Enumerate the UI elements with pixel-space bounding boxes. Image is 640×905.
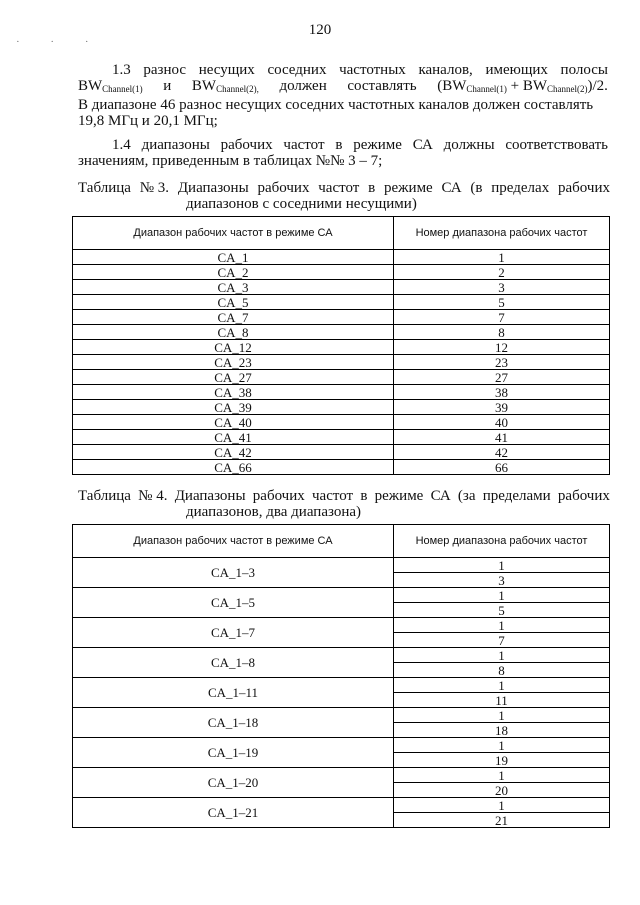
table-3 <box>72 216 610 475</box>
word: рабочих <box>257 180 310 196</box>
table-row <box>73 430 610 445</box>
ca-band-name: CA_3 <box>73 280 394 295</box>
table-row <box>73 678 610 693</box>
ca-combination-name: CA_1–19 <box>73 738 394 768</box>
ca-band-name: CA_23 <box>73 355 394 370</box>
band-number: 18 <box>394 723 610 738</box>
word: должен <box>279 78 327 94</box>
band-number: 19 <box>394 753 610 768</box>
band-number: 5 <box>394 603 610 618</box>
table-header-row <box>73 525 610 558</box>
band-number: 1 <box>394 618 610 633</box>
ca-band-name: CA_41 <box>73 430 394 445</box>
word: режиме <box>384 180 433 196</box>
band-number: 1 <box>394 708 610 723</box>
word: полосы <box>560 62 608 78</box>
band-number: 20 <box>394 783 610 798</box>
paragraph-1-3-line-1 <box>78 62 608 78</box>
paragraph-1-3-line-3: В диапазоне 46 разнос несущих соседних частотных каналов должен составлять <box>78 97 594 113</box>
ca-band-name: CA_2 <box>73 265 394 280</box>
ca-combination-name: CA_1–8 <box>73 648 394 678</box>
ca-band-name: CA_7 <box>73 310 394 325</box>
paragraph-1-4-line-2: значениям, приведенным в таблицах №№ 3 – 7; <box>78 153 383 169</box>
table-row <box>73 310 610 325</box>
word: соседних <box>267 62 327 78</box>
band-number: 27 <box>394 370 610 385</box>
band-number: 2 <box>394 265 610 280</box>
table-row <box>73 325 610 340</box>
column-header: Диапазон рабочих частот в режиме СА <box>73 525 394 558</box>
band-number: 1 <box>394 798 610 813</box>
word: каналов, <box>418 62 473 78</box>
word: рабочих <box>558 180 610 196</box>
table-row <box>73 768 610 783</box>
band-number: 7 <box>394 633 610 648</box>
table-row <box>73 370 610 385</box>
word: и <box>163 78 172 94</box>
column-header: Номер диапазона рабочих частот <box>394 525 610 558</box>
bw-channel-1: $BW_{Channel(1)}$ <box>78 78 143 94</box>
band-number: 66 <box>394 460 610 475</box>
paragraph-1-3-line-2 <box>78 78 608 97</box>
band-number: 7 <box>394 310 610 325</box>
word: Диапазоны <box>174 488 246 504</box>
ca-combination-name: CA_1–3 <box>73 558 394 588</box>
band-number: 1 <box>394 250 610 265</box>
word: СА <box>441 180 462 196</box>
band-number: 1 <box>394 768 610 783</box>
ca-band-name: CA_40 <box>73 415 394 430</box>
word: Таблица <box>78 488 131 504</box>
table-row <box>73 460 610 475</box>
ca-combination-name: CA_1–18 <box>73 708 394 738</box>
table-header-row <box>73 217 610 250</box>
table-row <box>73 355 610 370</box>
band-number: 38 <box>394 385 610 400</box>
band-number: 11 <box>394 693 610 708</box>
ca-band-name: CA_39 <box>73 400 394 415</box>
word: рабочих <box>252 488 305 504</box>
band-number: 1 <box>394 588 610 603</box>
ca-band-name: CA_5 <box>73 295 394 310</box>
word: должны <box>443 137 495 153</box>
table-row <box>73 265 610 280</box>
table-3-caption-line-1 <box>78 180 610 196</box>
ca-combination-name: CA_1–21 <box>73 798 394 828</box>
scan-marks: · · · <box>16 36 103 48</box>
table-4-caption-line-1 <box>78 488 610 504</box>
ca-combination-name: CA_1–20 <box>73 768 394 798</box>
band-number: 1 <box>394 678 610 693</box>
spacing-formula: $(BW_{Channel(1)} + BW_{Channel(2)})/2$. <box>437 78 608 94</box>
table-row <box>73 280 610 295</box>
word: СА <box>412 137 433 153</box>
ca-band-name: CA_38 <box>73 385 394 400</box>
table-row <box>73 250 610 265</box>
page-number: 120 <box>308 22 332 38</box>
band-number: 1 <box>394 738 610 753</box>
paragraph-1-3 <box>78 62 608 129</box>
paragraph-1-3-line-4: 19,8 МГц и 20,1 МГц; <box>78 113 218 129</box>
word: несущих <box>198 62 255 78</box>
ca-combination-name: CA_1–7 <box>73 618 394 648</box>
word: частот <box>312 488 354 504</box>
column-header: Номер диапазона рабочих частот <box>394 217 610 250</box>
word: в <box>368 180 376 196</box>
table-row <box>73 340 610 355</box>
word: частот <box>283 137 325 153</box>
word: (за <box>457 488 476 504</box>
table-row <box>73 558 610 573</box>
band-number: 5 <box>394 295 610 310</box>
table-row <box>73 385 610 400</box>
word: СА <box>430 488 451 504</box>
word: Таблица <box>78 180 131 196</box>
word: пределах <box>491 180 550 196</box>
word: (в <box>470 180 483 196</box>
paragraph-1-4-line-1 <box>78 137 608 153</box>
bw-channel-2: $BW_{Channel(2),}$ <box>191 78 259 94</box>
word: разнос <box>143 62 187 78</box>
band-number: 21 <box>394 813 610 828</box>
ca-band-name: CA_66 <box>73 460 394 475</box>
band-number: 42 <box>394 445 610 460</box>
table-3-caption <box>78 180 610 212</box>
ca-combination-name: CA_1–5 <box>73 588 394 618</box>
band-number: 8 <box>394 325 610 340</box>
word: № 4. <box>138 488 168 504</box>
ca-band-name: CA_8 <box>73 325 394 340</box>
ca-band-name: CA_42 <box>73 445 394 460</box>
band-number: 1 <box>394 558 610 573</box>
table-row <box>73 400 610 415</box>
table-4-caption-line-2: диапазонов, два диапазона) <box>186 504 361 520</box>
word: пределами <box>482 488 551 504</box>
word: № 3. <box>139 180 170 196</box>
word: в <box>335 137 343 153</box>
word: частотных <box>339 62 406 78</box>
table-4 <box>72 524 610 828</box>
word: режиме <box>353 137 402 153</box>
word: Диапазоны <box>177 180 249 196</box>
band-number: 39 <box>394 400 610 415</box>
ca-band-name: CA_27 <box>73 370 394 385</box>
band-number: 3 <box>394 573 610 588</box>
word: составлять <box>347 78 417 94</box>
word: рабочих <box>220 137 273 153</box>
word: 1.3 <box>112 62 131 78</box>
word: диапазоны <box>141 137 210 153</box>
table-row <box>73 445 610 460</box>
band-number: 3 <box>394 280 610 295</box>
ca-band-name: CA_12 <box>73 340 394 355</box>
table-3-caption-line-2: диапазонов с соседними несущими) <box>186 196 417 212</box>
column-header: Диапазон рабочих частот в режиме СА <box>73 217 394 250</box>
word: частот <box>318 180 360 196</box>
table-row <box>73 588 610 603</box>
table-row <box>73 738 610 753</box>
word: соответствовать <box>505 137 608 153</box>
band-number: 12 <box>394 340 610 355</box>
word: в <box>360 488 368 504</box>
ca-band-name: CA_1 <box>73 250 394 265</box>
table-row <box>73 798 610 813</box>
table-row <box>73 295 610 310</box>
ca-combination-name: CA_1–11 <box>73 678 394 708</box>
table-4-caption <box>78 488 610 520</box>
word: режиме <box>374 488 424 504</box>
band-number: 41 <box>394 430 610 445</box>
word: 1.4 <box>112 137 131 153</box>
table-row <box>73 618 610 633</box>
paragraph-1-4 <box>78 137 608 169</box>
band-number: 1 <box>394 648 610 663</box>
word: рабочих <box>557 488 610 504</box>
table-row <box>73 415 610 430</box>
table-row <box>73 648 610 663</box>
table-row <box>73 708 610 723</box>
band-number: 8 <box>394 663 610 678</box>
band-number: 40 <box>394 415 610 430</box>
word: имеющих <box>485 62 548 78</box>
band-number: 23 <box>394 355 610 370</box>
